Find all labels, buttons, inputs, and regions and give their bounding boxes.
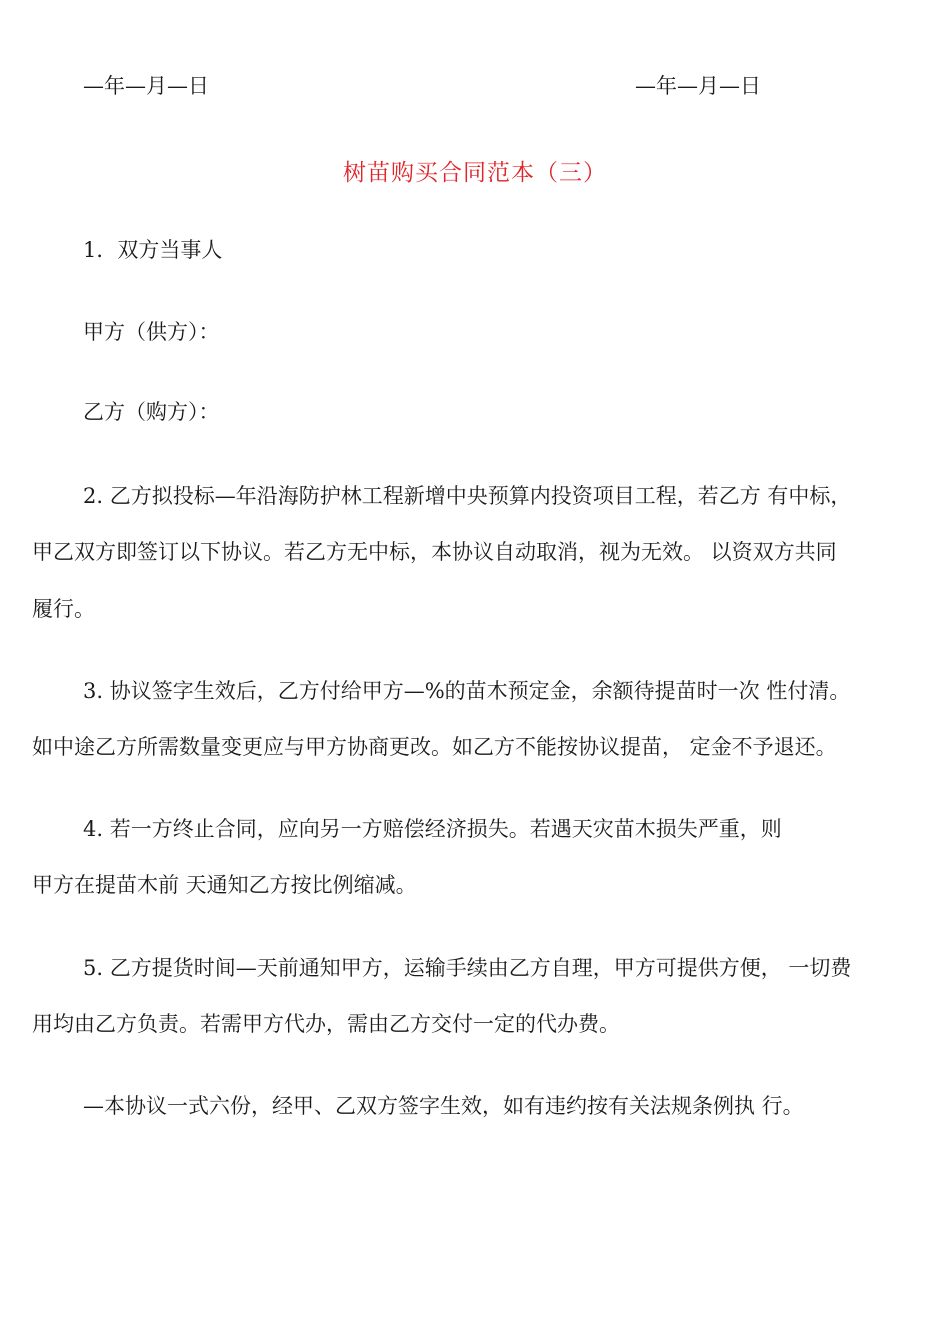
clause2-line2: 甲乙双方即签订以下协议。若乙方无中标，本协议自动取消，视为无效。 以资双方共同 xyxy=(32,540,837,564)
date-right: —年—月—日 xyxy=(635,74,761,98)
clause3-line2: 如中途乙方所需数量变更应与甲方协商更改。如乙方不能按协议提苗， 定金不予退还。 xyxy=(32,735,837,759)
clause4-line1: 4. 若一方终止合同，应向另一方赔偿经济损失。若遇天灾苗木损失严重，则 xyxy=(83,817,782,841)
clause5-line2: 用均由乙方负责。若需甲方代办，需由乙方交付一定的代办费。 xyxy=(32,1012,620,1036)
clause2-line3: 履行。 xyxy=(32,597,95,621)
date-left: —年—月—日 xyxy=(83,74,209,98)
clause5-line1: 5. 乙方提货时间—天前通知甲方，运输手续由乙方自理，甲方可提供方便， 一切费 xyxy=(83,956,852,980)
closing-clause: —本协议一式六份，经甲、乙双方签字生效，如有违约按有关法规条例执 行。 xyxy=(83,1094,804,1118)
party-b-label: 乙方（购方）： xyxy=(83,400,220,424)
document-title: 树苗购买合同范本（三） xyxy=(343,160,607,186)
section1-heading: 1．双方当事人 xyxy=(83,238,223,262)
clause3-line1: 3. 协议签字生效后，乙方付给甲方—%的苗木预定金，余额待提苗时一次 性付清。 xyxy=(83,679,851,703)
party-a-label: 甲方（供方）： xyxy=(83,320,220,344)
clause4-line2: 甲方在提苗木前 天通知乙方按比例缩减。 xyxy=(32,873,417,897)
clause2-line1: 2. 乙方拟投标—年沿海防护林工程新增中央预算内投资项目工程，若乙方 有中标， xyxy=(83,484,852,508)
